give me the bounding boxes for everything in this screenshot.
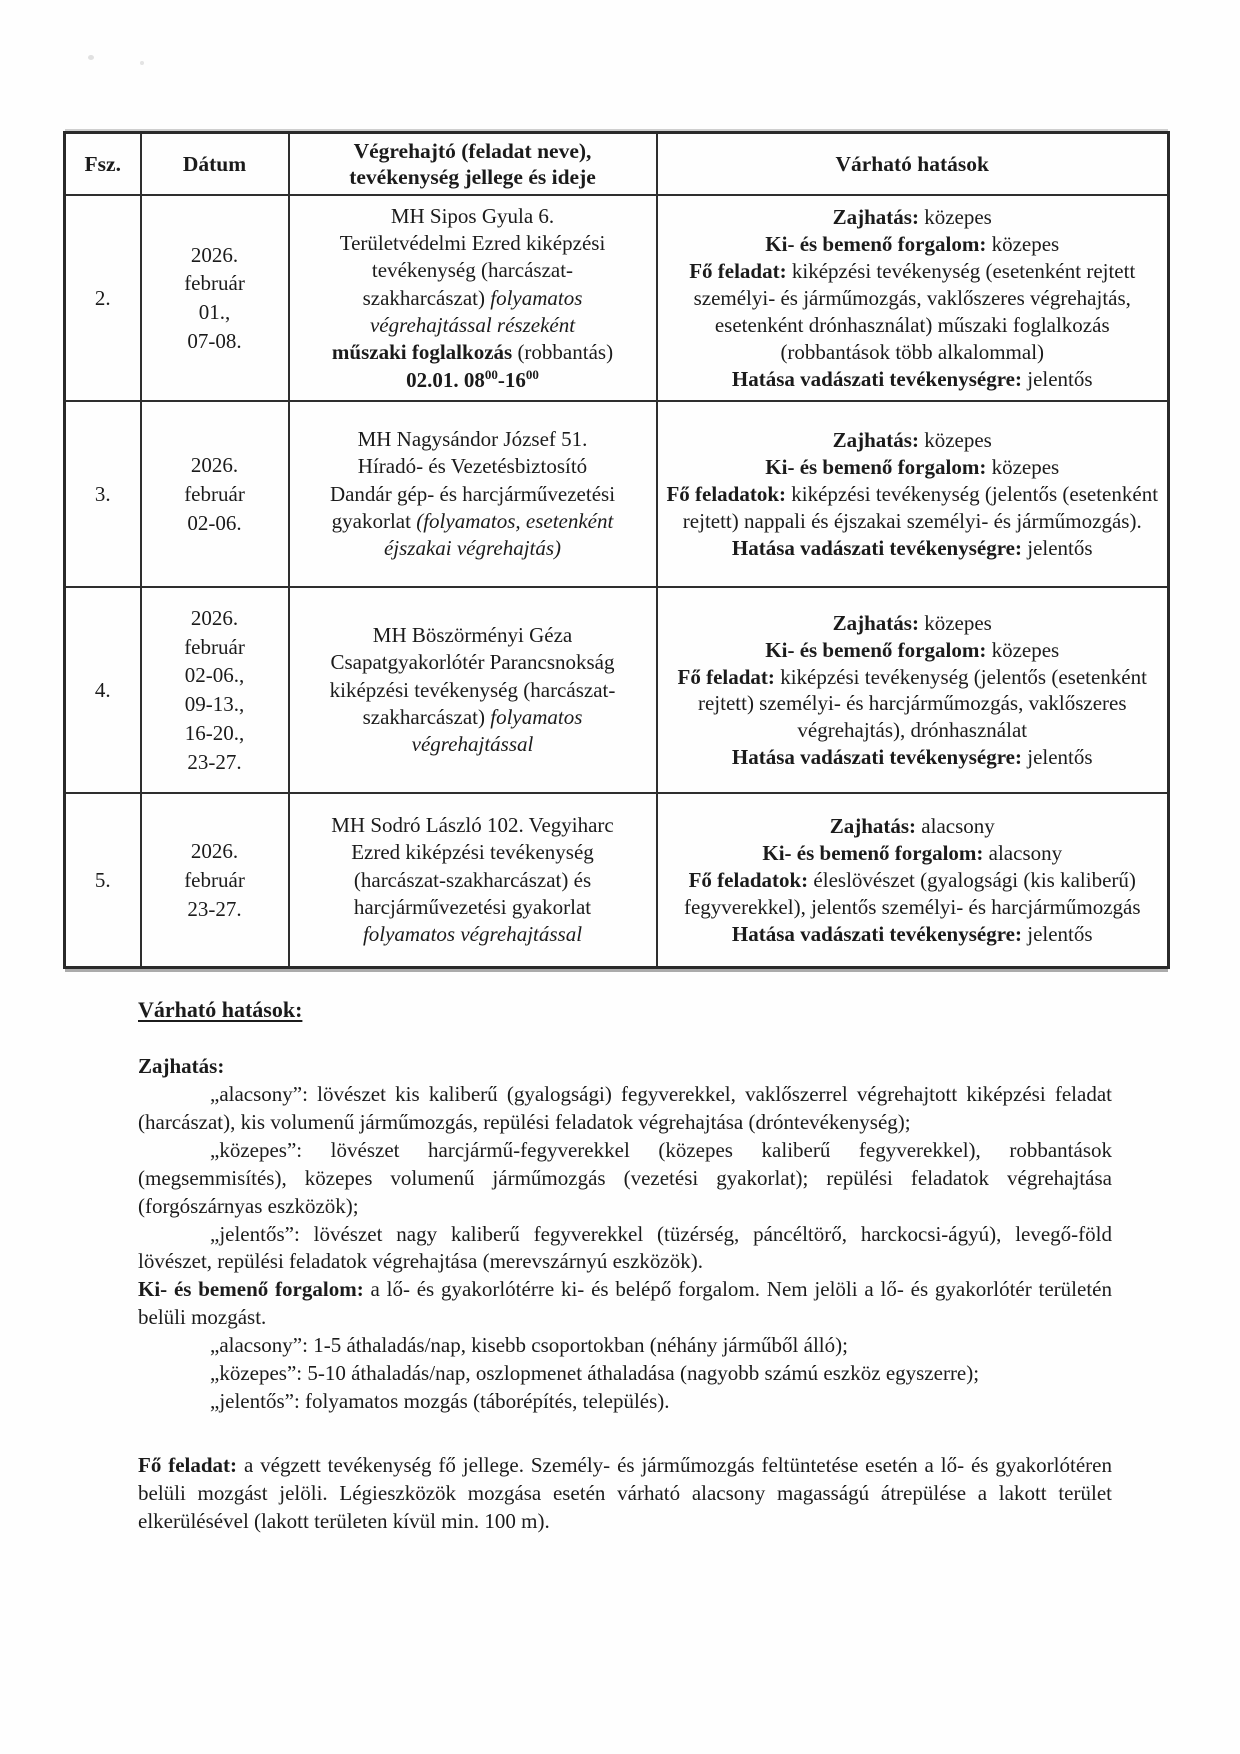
scan-artifact xyxy=(140,61,144,65)
text-line: Területvédelmi Ezred kiképzési xyxy=(339,231,606,256)
col-header-effects: Várható hatások xyxy=(657,133,1169,196)
text-line: szakharcászat) folyamatos xyxy=(362,705,583,730)
text-line: szakharcászat) folyamatos xyxy=(362,285,583,310)
text-line: február xyxy=(184,634,245,659)
legend-heading: Várható hatások: xyxy=(138,997,303,1022)
table-row xyxy=(65,587,1169,793)
text-line: műszaki foglalkozás (robbantás) xyxy=(331,340,614,365)
text-line: 2026. xyxy=(190,242,239,267)
legend-section xyxy=(138,997,1112,1536)
effects-cell xyxy=(657,587,1169,793)
text-line: harcjárművezetési gyakorlat xyxy=(353,894,592,919)
text-line: végrehajtással részeként xyxy=(369,313,576,338)
text-line: kiképzési tevékenység (harcászat- xyxy=(329,677,616,702)
text-line: 01., xyxy=(198,300,231,325)
text-line: MH Böszörményi Géza xyxy=(372,623,573,648)
text-line: 23-27. xyxy=(187,896,242,921)
text-line: Hatása vadászati tevékenységre: jelentős xyxy=(731,535,1093,560)
text-line: 2026. xyxy=(190,605,239,630)
text-line: Hatása vadászati tevékenységre: jelentős xyxy=(731,366,1093,391)
table-header-row xyxy=(65,133,1169,196)
text-line: Híradó- és Vezetésbiztosító xyxy=(357,454,588,479)
text-line: 09-13., xyxy=(184,692,245,717)
text-line: Csapatgyakorlótér Parancsnokság xyxy=(330,650,615,675)
text-line: Zajhatás: közepes xyxy=(832,428,992,453)
text-line: február xyxy=(184,271,245,296)
text-line: Ki- és bemenő forgalom: a lő- és gyakorlótérre ki- és belépő forgalom. Nem jelöli a lő- és gyakorlótér területén belüli mozgást. xyxy=(138,1277,1112,1330)
executor-cell xyxy=(289,401,657,587)
table-row xyxy=(65,793,1169,967)
row-number-cell: 3. xyxy=(65,401,141,587)
text-line: 2026. xyxy=(190,838,239,863)
text-line: 02-06., xyxy=(184,663,245,688)
text-line: Ki- és bemenő forgalom: közepes xyxy=(765,637,1060,662)
col-header-datum: Dátum xyxy=(141,133,289,196)
text-line: MH Sodró László 102. Vegyiharc xyxy=(331,812,614,837)
text-line: végrehajtással xyxy=(411,732,534,757)
text-line: 07-08. xyxy=(187,329,242,354)
date-cell xyxy=(141,587,289,793)
text-line: „alacsony”: 1-5 áthaladás/nap, kisebb csoportokban (néhány járműből álló); xyxy=(210,1333,848,1358)
row-number-cell: 5. xyxy=(65,793,141,967)
text-line: „jelentős”: lövészet nagy kaliberű fegyverekkel (tüzérség, páncéltörő, harckocsi-ágyú), levegő-föld lövészet, repülési feladatok végrehajtása (merevszárnyú eszközök). xyxy=(138,1221,1112,1274)
effects-cell xyxy=(657,793,1169,967)
text-line: Zajhatás: xyxy=(138,1054,225,1078)
date-cell xyxy=(141,195,289,401)
text-line: 16-20., xyxy=(184,721,245,746)
text-line: 02.01. $08^{00}-16^{00}$ xyxy=(406,366,539,392)
text-line: „közepes”: 5-10 áthaladás/nap, oszlopmenet áthaladása (nagyobb számú eszköz egyszerre); xyxy=(210,1361,980,1386)
effects-cell xyxy=(657,401,1169,587)
executor-cell xyxy=(289,195,657,401)
row-number-cell: 4. xyxy=(65,587,141,793)
legend-body xyxy=(138,1053,1112,1536)
text-line: Hatása vadászati tevékenységre: jelentős xyxy=(731,921,1093,946)
text-line: Fő feladat: kiképzési tevékenység (jelentős (esetenként rejtett) személyi- és harcjárműmozgás, vaklőszeres végrehajtás), drónhasználat xyxy=(677,664,1147,743)
col-header-fsz: Fsz. xyxy=(65,133,141,196)
text-line: 2026. xyxy=(190,452,239,477)
effects-cell xyxy=(657,195,1169,401)
text-line: február xyxy=(184,481,245,506)
text-line: 02-06. xyxy=(187,510,242,535)
text-line: „alacsony”: lövészet kis kaliberű (gyalogsági) fegyverekkel, vaklőszerrel végrehajtott kiképzési feladat (harcászat), kis volumenű járműmozgás, repülési feladatok végrehajtása (dróntevékenység); xyxy=(138,1081,1112,1134)
text-line: Fő feladatok: kiképzési tevékenység (jelentős (esetenként rejtett) nappali és éjszakai személyi- és járműmozgás). xyxy=(666,482,1159,533)
executor-cell xyxy=(289,587,657,793)
text-line: Zajhatás: alacsony xyxy=(829,814,995,838)
text-line: február xyxy=(184,867,245,892)
text-line: Hatása vadászati tevékenységre: jelentős xyxy=(731,745,1093,770)
executor-cell xyxy=(289,793,657,967)
activity-table xyxy=(63,131,1170,969)
text-line: Ki- és bemenő forgalom: közepes xyxy=(765,455,1060,480)
text-line: folyamatos végrehajtással xyxy=(362,922,583,947)
date-cell xyxy=(141,793,289,967)
text-line: 23-27. xyxy=(187,750,242,775)
text-line: (harcászat-szakharcászat) és xyxy=(353,867,592,892)
text-line: Dandár gép- és harcjárművezetési xyxy=(329,481,616,506)
text-line: Zajhatás: közepes xyxy=(832,205,992,230)
scan-artifact xyxy=(88,55,94,60)
text-line: MH Sipos Gyula 6. xyxy=(390,203,555,228)
text-line: „közepes”: lövészet harcjármű-fegyverekkel (közepes kaliberű fegyverekkel), robbantások (megsemmisítés), közepes volumenű járműmozgás (vezetési gyakorlat); repülési feladatok végrehajtása (forgószárnyas eszközök); xyxy=(138,1137,1112,1218)
table-row xyxy=(65,401,1169,587)
text-line: Fő feladat: kiképzési tevékenység (esetenként rejtett személyi- és járműmozgás, vaklőszeres végrehajtás, esetenként drónhasználat) műszaki foglalkozás (robbantások több alkalommal) xyxy=(689,259,1136,364)
text-line: Ezred kiképzési tevékenység xyxy=(351,840,594,865)
text-line: Fő feladat: a végzett tevékenység fő jellege. Személy- és járműmozgás feltüntetése esetén a lő- és gyakorlótéren belüli mozgást jelöli. Légieszközök mozgása esetén várható alacsony magasságú átrepülése a lakott terület elkerülésével (lakott területen kívül min. 100 m). xyxy=(138,1452,1112,1533)
text-line: gyakorlat (folyamatos, esetenként xyxy=(331,509,614,534)
date-cell xyxy=(141,401,289,587)
text-line: Ki- és bemenő forgalom: közepes xyxy=(765,232,1060,257)
text-line: MH Nagysándor József 51. xyxy=(357,427,588,452)
text-line: éjszakai végrehajtás) xyxy=(383,536,562,561)
text-line: Fő feladatok: éleslövészet (gyalogsági (kis kaliberű) fegyverekkel), jelentős személyi- és harcjárműmozgás xyxy=(683,867,1141,919)
col-header-executor: Végrehajtó (feladat neve), tevékenység jellege és ideje xyxy=(289,133,657,196)
table-row xyxy=(65,195,1169,401)
text-line: Ki- és bemenő forgalom: alacsony xyxy=(762,840,1063,865)
text-line: Zajhatás: közepes xyxy=(832,610,992,635)
row-number-cell: 2. xyxy=(65,195,141,401)
text-line: „jelentős”: folyamatos mozgás (táborépítés, település). xyxy=(210,1389,670,1414)
text-line: tevékenység (harcászat- xyxy=(371,258,574,283)
